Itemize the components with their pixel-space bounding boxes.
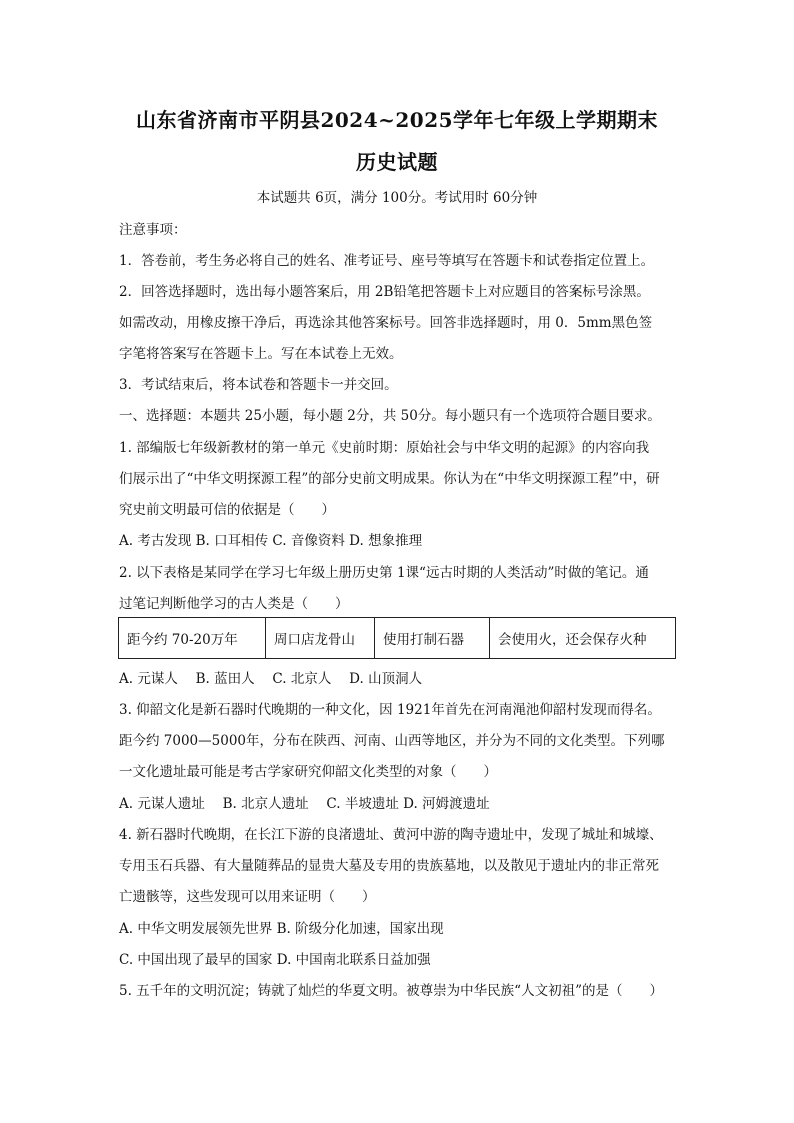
question-2-text: 过笔记判断他学习的古人类是（ ） bbox=[119, 596, 349, 612]
question-4-text: 4. 新石器时代晚期，在长江下游的良渚遗址、黄河中游的陶寺遗址中，发现了城址和城壕、 bbox=[119, 827, 663, 843]
question-2-notes-table bbox=[118, 617, 676, 659]
question-2-options: A. 元谋人 B. 蓝田人 C. 北京人 D. 山顶洞人 bbox=[119, 671, 423, 687]
question-4-options: C. 中国出现了最早的国家 D. 中国南北联系日益加强 bbox=[119, 952, 431, 968]
notice-line: 如需改动，用橡皮擦干净后，再选涂其他答案标号。回答非选择题时，用 0．5mm黑色签 bbox=[119, 315, 653, 331]
table-cell: 距今约 70-20万年 bbox=[119, 618, 266, 659]
notice-line: 3．考试结束后，将本试卷和答题卡一并交回。 bbox=[119, 377, 398, 393]
notice-line: 2．回答选择题时，选出每小题答案后，用 2B铅笔把答题卡上对应题目的答案标号涂黑。 bbox=[119, 284, 650, 300]
question-1-text: 们展示出了“中华文明探源工程”的部分史前文明成果。你认为在“中华文明探源工程”中，研 bbox=[119, 471, 660, 487]
question-1-options: A. 考古发现 B. 口耳相传 C. 音像资料 D. 想象推理 bbox=[119, 533, 423, 549]
question-1-text: 1. 部编版七年级新教材的第一单元《史前时期：原始社会与中华文明的起源》的内容向我 bbox=[119, 440, 650, 456]
notice-line: 字笔将答案写在答题卡上。写在本试卷上无效。 bbox=[119, 346, 403, 362]
question-3-text: 3. 仰韶文化是新石器时代晚期的一种文化，因 1921年首先在河南渑池仰韶村发现而得名。 bbox=[119, 702, 661, 718]
exam-subject-title: 历史试题 bbox=[356, 150, 438, 174]
question-4-text: 亡遗骸等，这些发现可以用来证明（ ） bbox=[119, 889, 376, 905]
exam-info: 本试题共 6页，满分 100分。考试用时 60分钟 bbox=[256, 190, 538, 206]
table-cell: 会使用火，还会保存火种 bbox=[490, 618, 676, 659]
exam-title: 山东省济南市平阴县2024~2025学年七年级上学期期末 bbox=[135, 108, 659, 132]
question-4-options: A. 中华文明发展领先世界 B. 阶级分化加速，国家出现 bbox=[119, 921, 444, 937]
question-4-text: 专用玉石兵器、有大量随葬品的显贵大墓及专用的贵族墓地，以及散见于遗址内的非正常死 bbox=[119, 858, 659, 874]
notice-heading: 注意事项： bbox=[119, 222, 187, 238]
table-row bbox=[119, 618, 676, 659]
question-1-text: 究史前文明最可信的依据是（ ） bbox=[119, 502, 335, 518]
section-heading: 一、选择题：本题共 25小题，每小题 2分，共 50分。每小题只有一个选项符合题目要求。 bbox=[119, 408, 661, 424]
question-3-options: A. 元谋人遗址 B. 北京人遗址 C. 半坡遗址 D. 河姆渡遗址 bbox=[119, 796, 490, 812]
notice-line: 1．答卷前，考生务必将自己的姓名、准考证号、座号等填写在答题卡和试卷指定位置上。 bbox=[119, 253, 655, 269]
question-5-text: 5. 五千年的文明沉淀；铸就了灿烂的华夏文明。被尊崇为中华民族“人文初祖”的是（ ） bbox=[119, 983, 663, 999]
question-2-text: 2. 以下表格是某同学在学习七年级上册历史第 1课“远古时期的人类活动”时做的笔记。通 bbox=[119, 565, 649, 581]
table-cell: 使用打制石器 bbox=[375, 618, 490, 659]
table-cell: 周口店龙骨山 bbox=[266, 618, 375, 659]
question-3-text: 一文化遗址最可能是考古学家研究仰韶文化类型的对象（ ） bbox=[119, 764, 497, 780]
question-3-text: 距今约 7000—5000年，分布在陕西、河南、山西等地区，并分为不同的文化类型。下列哪 bbox=[119, 733, 665, 749]
